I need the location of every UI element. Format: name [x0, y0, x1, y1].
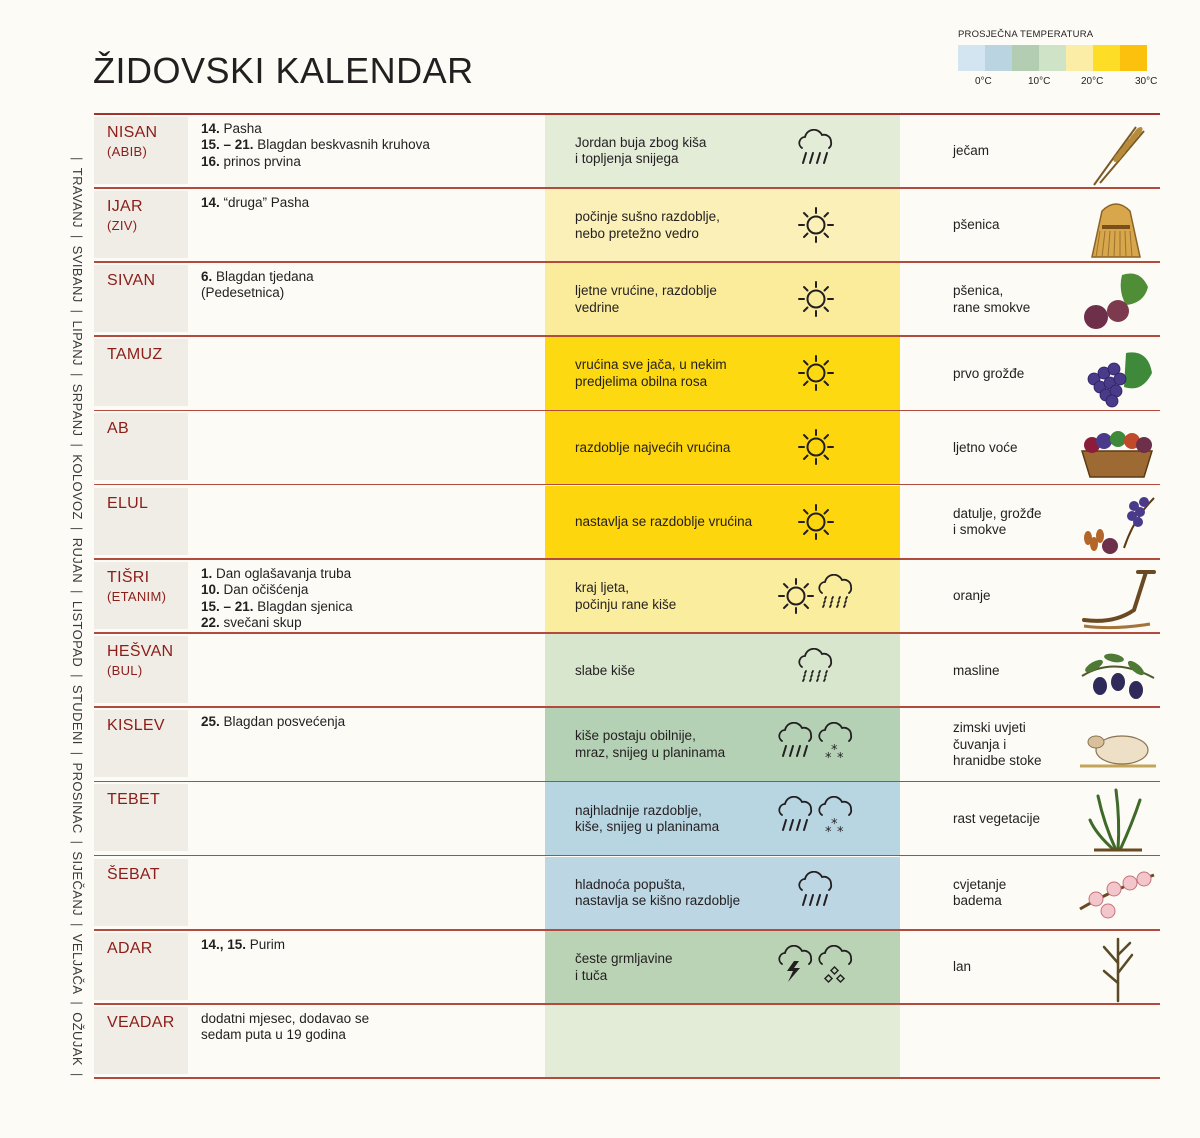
- table-row: [94, 634, 1160, 708]
- month-name: TEBET: [107, 791, 161, 809]
- crop-line: ljetno voće: [953, 439, 1018, 455]
- crop-line: prvo grožđe: [953, 365, 1025, 381]
- table-row: [94, 931, 1160, 1005]
- month-name: KISLEV: [107, 717, 165, 735]
- agriculture-description: [953, 811, 1073, 828]
- climate-line: vrućina sve jača, u nekim: [575, 357, 727, 373]
- agriculture-description: [953, 959, 1073, 976]
- legend-title: PROSJEČNA TEMPERATURA: [958, 29, 1094, 40]
- climate-line: hladnoća popušta,: [575, 876, 686, 892]
- legend-swatch: [1039, 45, 1066, 71]
- table-row: [94, 560, 1160, 634]
- climate-description: [575, 728, 775, 761]
- climate-line: i topljenja snijega: [575, 151, 679, 167]
- climate-line: česte grmljavine: [575, 951, 673, 967]
- almond-blossom-icon: [1074, 859, 1158, 929]
- crop-line: čuvanja i: [953, 736, 1007, 752]
- month-name: VEADAR: [107, 1013, 175, 1031]
- climate-line: kraj ljeta,: [575, 580, 630, 596]
- dates-grapes-icon: [1074, 488, 1158, 558]
- event-line: 16. prinos prvina: [201, 153, 301, 169]
- agriculture-description: [953, 506, 1073, 539]
- climate-description: [575, 440, 775, 457]
- weather-icons: [778, 945, 858, 989]
- weather-icons: [798, 648, 838, 692]
- gregorian-month-label: LIPANJ: [70, 320, 86, 366]
- event-line: 14. Pasha: [201, 120, 262, 136]
- month-name: ŠEBAT: [107, 865, 160, 883]
- gregorian-month-label: LISTOPAD: [70, 600, 86, 668]
- hail-icon: [819, 945, 851, 981]
- sidebar-separator: |: [70, 372, 86, 377]
- month-cell: [94, 859, 188, 926]
- snow-icon: [819, 723, 851, 766]
- sun-icon: [799, 356, 833, 390]
- snow-icon: [819, 797, 851, 840]
- gregorian-month-label: PROSINAC: [70, 762, 86, 834]
- event-line: 15. – 21. Blagdan beskvasnih kruhova: [201, 137, 430, 153]
- month-cell: [94, 191, 188, 258]
- sidebar-separator: |: [70, 1001, 86, 1006]
- temperature-band: [545, 1005, 900, 1079]
- agriculture-description: [953, 283, 1073, 316]
- sidebar-separator: |: [70, 674, 86, 678]
- table-row: [94, 411, 1160, 485]
- month-name: TAMUZ: [107, 346, 163, 364]
- legend-swatch: [1093, 45, 1120, 71]
- sidebar-separator: |: [70, 840, 86, 845]
- crop-line: badema: [953, 893, 1002, 909]
- event-line: 14. “druga” Pasha: [201, 194, 310, 210]
- rain-icon: [779, 723, 811, 756]
- gregorian-month-label: STUDENI: [70, 684, 86, 745]
- climate-line: razdoblje najvećih vrućina: [575, 439, 731, 455]
- gregorian-month-label: OŽUJAK: [70, 1012, 86, 1066]
- climate-line: mraz, snijeg u planinama: [575, 745, 726, 761]
- weather-icons: [798, 129, 838, 173]
- weather-icons: [778, 722, 858, 766]
- table-row: [94, 115, 1160, 189]
- legend-tick: 10°C: [1028, 76, 1051, 87]
- climate-line: nastavlja se kišno razdoblje: [575, 893, 741, 909]
- sidebar-separator: |: [70, 309, 86, 314]
- month-name: HEŠVAN: [107, 642, 174, 660]
- event-line: (Pedesetnica): [201, 285, 285, 301]
- sidebar-separator: |: [70, 234, 86, 239]
- svg-text:*: *: [831, 817, 838, 833]
- gregorian-month-label: SRPANJ: [70, 383, 86, 437]
- table-row: [94, 1005, 1160, 1079]
- weather-icons: [798, 277, 838, 321]
- climate-line: nebo pretežno vedro: [575, 225, 699, 241]
- event-line: 25. Blagdan posvećenja: [201, 714, 346, 730]
- event-line: sedam puta u 19 godina: [201, 1027, 346, 1043]
- month-cell: [94, 562, 188, 629]
- crop-line: lan: [953, 959, 972, 975]
- sheep-icon: [1074, 710, 1158, 780]
- crop-line: ječam: [953, 143, 990, 159]
- climate-line: kiše postaju obilnije,: [575, 728, 696, 744]
- event-line: 10. Dan očišćenja: [201, 582, 309, 598]
- festivals: [201, 566, 531, 632]
- weather-icons: [778, 574, 858, 618]
- weather-icons: [798, 425, 838, 469]
- plough-icon: [1074, 562, 1158, 632]
- table-row: [94, 263, 1160, 337]
- event-line: 6. Blagdan tjedana: [201, 268, 314, 284]
- fig-icon: [1074, 265, 1158, 335]
- event-line: 22. svečani skup: [201, 615, 302, 631]
- agriculture-description: [953, 588, 1073, 605]
- month-cell: [94, 413, 188, 480]
- crop-line: i smokve: [953, 522, 1007, 538]
- weather-icons: [778, 796, 858, 840]
- crop-line: rane smokve: [953, 299, 1031, 315]
- climate-description: [575, 877, 775, 910]
- table-row: [94, 189, 1160, 263]
- month-name: IJAR: [107, 197, 143, 215]
- svg-text:*: *: [837, 825, 844, 841]
- weather-icons: [798, 203, 838, 247]
- climate-description: [575, 580, 775, 613]
- table-row: [94, 708, 1160, 782]
- weather-icons: [798, 500, 838, 544]
- sun-icon: [779, 579, 813, 613]
- sidebar-separator: |: [70, 923, 86, 927]
- svg-text:*: *: [825, 751, 832, 767]
- month-cell: [94, 710, 188, 777]
- month-name: NISAN: [107, 123, 158, 141]
- agriculture-description: [953, 440, 1073, 457]
- gregorian-month-sidebar: [70, 150, 90, 1077]
- climate-description: [575, 135, 775, 168]
- month-cell: [94, 117, 188, 184]
- svg-text:*: *: [831, 743, 838, 759]
- sidebar-separator: |: [70, 751, 86, 756]
- month-alt-name: (ZIV): [107, 217, 138, 233]
- legend-tick: 20°C: [1081, 76, 1104, 87]
- gregorian-month-label: RUJAN: [70, 537, 86, 584]
- climate-description: [575, 663, 775, 680]
- rain-icon: [799, 871, 831, 904]
- legend-tick: 30°C: [1135, 76, 1158, 87]
- event-line: 15. – 21. Blagdan sjenica: [201, 598, 353, 614]
- row-divider: [94, 1077, 1160, 1079]
- month-alt-name: (ABIB): [107, 143, 148, 159]
- legend-swatch: [1012, 45, 1039, 71]
- event-line: 1. Dan oglašavanja truba: [201, 565, 352, 581]
- gregorian-month-label: KOLOVOZ: [70, 454, 86, 520]
- sun-icon: [799, 430, 833, 464]
- month-cell: [94, 784, 188, 851]
- legend-swatch: [1066, 45, 1093, 71]
- weather-icons: [798, 871, 838, 915]
- sidebar-separator: |: [70, 443, 86, 448]
- svg-text:*: *: [825, 825, 832, 841]
- climate-description: [575, 951, 775, 984]
- climate-line: najhladnije razdoblje,: [575, 802, 702, 818]
- sidebar-separator: |: [70, 526, 86, 531]
- gregorian-month-label: SIJEČANJ: [70, 851, 86, 917]
- crop-line: datulje, grožđe: [953, 505, 1042, 521]
- month-cell: [94, 1007, 188, 1074]
- sidebar-separator: |: [70, 157, 86, 161]
- crop-line: cvjetanje: [953, 876, 1007, 892]
- legend-color-scale: [958, 45, 1147, 71]
- climate-description: [575, 283, 775, 316]
- flax-icon: [1074, 933, 1158, 1003]
- calendar-table: [94, 113, 1160, 1080]
- climate-line: slabe kiše: [575, 662, 636, 678]
- climate-line: Jordan buja zbog kiša: [575, 134, 707, 150]
- sun-icon: [799, 208, 833, 242]
- sun-icon: [799, 282, 833, 316]
- crop-line: pšenica,: [953, 283, 1004, 299]
- light-rain-icon: [799, 649, 831, 681]
- festivals: [201, 937, 531, 954]
- festivals: [201, 714, 531, 731]
- agriculture-description: [953, 366, 1073, 383]
- event-line: 14., 15. Purim: [201, 936, 286, 952]
- page-title: ŽIDOVSKI KALENDAR: [93, 50, 474, 91]
- agriculture-description: [953, 877, 1073, 910]
- sprouts-icon: [1074, 784, 1158, 854]
- table-row: [94, 337, 1160, 411]
- month-alt-name: (BUL): [107, 662, 143, 678]
- climate-description: [575, 803, 775, 836]
- climate-line: kiše, snijeg u planinama: [575, 819, 720, 835]
- legend-tick: 0°C: [975, 76, 992, 87]
- climate-line: ljetne vrućine, razdoblje: [575, 283, 717, 299]
- rain-icon: [799, 129, 831, 162]
- legend-swatch: [985, 45, 1012, 71]
- climate-description: [575, 209, 775, 242]
- crop-line: zimski uvjeti: [953, 720, 1026, 736]
- agriculture-description: [953, 663, 1073, 680]
- event-line: dodatni mjesec, dodavao se: [201, 1010, 370, 1026]
- month-cell: [94, 933, 188, 1000]
- agriculture-description: [953, 217, 1073, 234]
- crop-line: pšenica: [953, 217, 1000, 233]
- month-name: TIŠRI: [107, 568, 150, 586]
- svg-text:*: *: [837, 751, 844, 767]
- agriculture-description: [953, 720, 1073, 770]
- climate-line: počinje sušno razdoblje,: [575, 209, 720, 225]
- sun-icon: [799, 505, 833, 539]
- climate-line: vedrine: [575, 299, 620, 315]
- gregorian-month-label: TRAVANJ: [70, 167, 86, 228]
- month-name: ELUL: [107, 494, 149, 512]
- crop-line: oranje: [953, 588, 991, 604]
- table-row: [94, 782, 1160, 856]
- fruit-basket-icon: [1074, 413, 1158, 483]
- climate-description: [575, 357, 775, 390]
- crop-line: rast vegetacije: [953, 810, 1041, 826]
- sidebar-separator: |: [70, 590, 86, 594]
- month-cell: [94, 488, 188, 555]
- climate-line: i tuča: [575, 967, 608, 983]
- crop-line: hranidbe stoke: [953, 753, 1042, 769]
- grapes-icon: [1074, 339, 1158, 409]
- gregorian-month-label: VELJAČA: [70, 933, 86, 995]
- festivals: [201, 195, 531, 212]
- table-row: [94, 857, 1160, 931]
- legend-swatch: [1120, 45, 1147, 71]
- table-row: [94, 486, 1160, 560]
- thunder-icon: [779, 945, 811, 981]
- gregorian-month-label: SVIBANJ: [70, 245, 86, 303]
- festivals: [201, 269, 531, 302]
- month-name: AB: [107, 420, 129, 438]
- light-rain-icon: [819, 574, 851, 606]
- month-cell: [94, 339, 188, 406]
- month-cell: [94, 265, 188, 332]
- festivals: [201, 121, 531, 171]
- climate-line: predjelima obilna rosa: [575, 374, 708, 390]
- weather-icons: [798, 351, 838, 395]
- agriculture-description: [953, 143, 1073, 160]
- month-name: SIVAN: [107, 271, 156, 289]
- climate-line: počinju rane kiše: [575, 596, 677, 612]
- barley-icon: [1074, 117, 1158, 187]
- rain-icon: [779, 797, 811, 830]
- wheat-sheaf-icon: [1074, 191, 1158, 261]
- crop-line: masline: [953, 662, 1000, 678]
- month-name: ADAR: [107, 939, 153, 957]
- month-cell: [94, 636, 188, 703]
- olives-icon: [1074, 636, 1158, 706]
- sidebar-separator: |: [70, 1072, 86, 1077]
- month-alt-name: (ETANIM): [107, 588, 167, 604]
- climate-line: nastavlja se razdoblje vrućina: [575, 514, 753, 530]
- festivals: [201, 1011, 531, 1044]
- legend-swatch: [958, 45, 985, 71]
- climate-description: [575, 514, 775, 531]
